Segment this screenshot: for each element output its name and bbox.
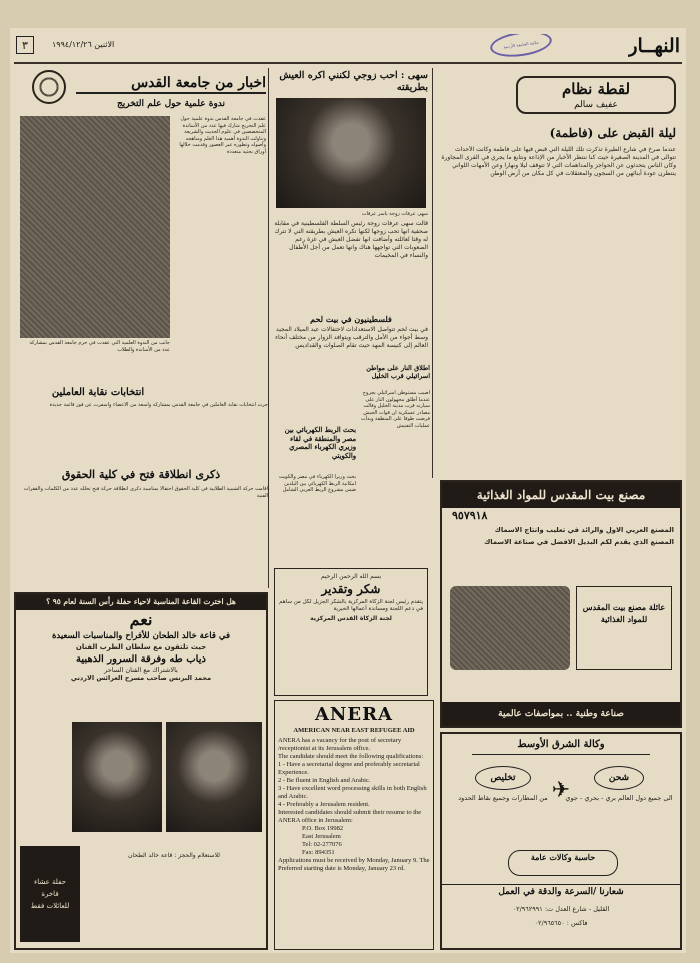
library-stamp <box>489 34 554 60</box>
fish-can-image <box>450 586 570 670</box>
travel-left-title: تخليص <box>475 766 531 790</box>
travel-left-block <box>448 766 558 840</box>
bethlehem-headline: فلسطينيون في بيت لحم <box>310 314 392 324</box>
elections-headline: انتخابات نقابة العاملين <box>51 387 145 398</box>
electricity-story <box>272 426 356 566</box>
shooting-body: أصيب مستوطن اسرائيلي بجروح عندما أطلق مجهولون النار على سيارته قرب مدينة الخليل وقالت مصادر عسكرية ان قوات الجيش فرضت طوقا على المنطقة وبدأت عمليات التفتيش <box>360 390 430 429</box>
electricity-body: بحث وزيرا الكهرباء في مصر والكويت امكانية الربط الكهربائي بين البلدين ضمن مشروع الربط العربي الشامل <box>278 474 356 493</box>
wedding-answer: نعم <box>129 610 153 629</box>
factory-brand: عائلة مصنع بيت المقدس للمواد الغذائية <box>576 586 672 670</box>
university-subhead: ندوة علمية حول علم التخريج <box>116 99 226 109</box>
suha-photo <box>276 98 426 208</box>
newspaper-page <box>10 28 686 953</box>
university-photo-caption: جانب من الندوة العلمية التي عقدت في حرم جامعة القدس بمشاركة عدد من الأساتذة والطلاب <box>29 340 170 353</box>
column-title-box <box>516 76 676 114</box>
university-body: عقدت في جامعة القدس ندوة علمية حول علم التخريج شارك فيها عدد من الأساتذة المتخصصين في علوم الحديث والشريعة وتناولت الندوة أهمية هذا العلم ومناهجه وأصوله وتطوره عبر العصور وقدمت خلالها أوراق بحثية متعددة <box>179 116 266 155</box>
thanks-body: يتقدم رئيس لجنة الزكاة المركزية بالشكر الجزيل لكل من ساهم في دعم اللجنة ومساندة أعمالها الخيرية <box>279 599 423 612</box>
anera-addr4: Fax: 894351 <box>302 849 335 856</box>
factory-slogan: صناعة وطنية .. بمواصفات عالمية <box>442 702 680 726</box>
singer-photo <box>166 722 262 832</box>
small-dinner-box <box>20 846 80 942</box>
rights-body: أقامت حركة الشبيبة الطلابية في كلية الحقوق احتفالا بمناسبة ذكرى انطلاقة حركة فتح تخلله عدد من الكلمات والفقرات الفنية <box>23 486 268 499</box>
elections-story <box>14 386 268 464</box>
travel-center: حاسبة وكالات عامة <box>508 850 618 876</box>
shooting-headline: اطلاق النار على مواطن اسرائيلي قرب الخليل <box>366 364 430 380</box>
opinion-column <box>436 72 682 474</box>
thanks-notice <box>274 568 428 696</box>
thanks-signature: لجنة الزكاة القدس المركزية <box>310 615 392 622</box>
rights-headline: ذكرى انطلاقة فتح في كلية الحقوق <box>61 468 221 481</box>
wedding-line3: بالاشتراك مع الفنان الساحر <box>104 666 178 674</box>
wedding-line4: محمد البرنس صاحب مسرح العرائس الاردني <box>70 674 212 682</box>
anera-q2: 2 - Be fluent in English and Arabic. <box>278 777 371 784</box>
dinner-text-1: حفلة عشاء <box>33 878 66 886</box>
page-number: ٣ <box>16 36 34 54</box>
masthead: النهــار <box>628 35 680 57</box>
anera-logo: ANERA <box>314 704 394 725</box>
anera-body3: Interested candidates should submit their resume to the ANERA office in Jerusalem: <box>278 809 422 824</box>
factory-item2: المصنع الذي يقدم لكم البديل الافضل في صناعة الاسماك <box>484 538 674 546</box>
elections-body: جرت انتخابات نقابة العاملين في جامعة القدس بمشاركة واسعة من الأعضاء وأسفرت عن فوز قائمة جديدة <box>49 402 268 408</box>
university-logo <box>32 70 66 104</box>
factory-item1: المصنع العربي الاول والرائد في تعليب وانتاج الاسماك <box>494 526 674 534</box>
anera-addr1: P.O. Box 19982 <box>302 825 344 832</box>
travel-contact2: فاكس : ٠٢/٩٦٥٦٥٠ <box>534 919 588 927</box>
anera-body2: The candidate should meet the following qualifications: <box>278 753 424 760</box>
anera-addr2: East Jerusalem <box>302 833 341 840</box>
column-headline: ليلة القبض على (فاطمة) <box>549 126 676 140</box>
electricity-headline: بحث الربط الكهربائي بين مصر والمنطقة في لقاء وزيري الكهرباء المصري والكويتي <box>284 426 356 460</box>
wedding-line1: حيث تلتقون مع سلطان الطرب الفنان <box>75 643 207 651</box>
plane-icon: ✈ <box>551 778 571 803</box>
factory-title: مصنع بيت المقدس للمواد الغذائية <box>442 482 680 508</box>
anera-q4: 4 - Preferably a Jerusalem resident. <box>278 801 370 808</box>
anera-ad <box>274 700 434 950</box>
suha-headline: سهى : احب زوجي لكنني اكره العيش بطريقته <box>279 70 428 93</box>
factory-phone: ٩٥٧٩١٨ <box>452 509 488 522</box>
travel-right-body: الى جميع دول العالم بري - بحري - جوي <box>565 794 673 802</box>
shooting-story <box>360 364 430 474</box>
university-headline: اخبار من جامعة القدس <box>76 74 266 94</box>
wedding-line2: ذياب طه وفرقة السرور الذهبية <box>76 654 206 665</box>
suha-body: قالت سهى عرفات زوجة رئيس السلطة الفلسطينية في مقابلة صحفية انها تحب زوجها لكنها تكره العيش بطريقته التي لا تترك له وقتا لعائلته وأضافت انها تفضل العيش في غزة رغم الصعوبات التي تواجهها هناك وانها تعمل من أجل الأطفال والنساء في المخيمات <box>274 220 428 259</box>
university-photo <box>20 116 170 338</box>
column-author: عفيف سالم <box>574 100 618 110</box>
anera-addr3: Tel: 02-277076 <box>302 841 342 848</box>
anera-footer: Applications must be received by Monday, January 9. The Preferred starting date is Monday, January 23 rd. <box>278 857 430 872</box>
travel-right-block <box>564 766 674 840</box>
university-story <box>14 68 268 384</box>
travel-agency-ad <box>440 732 682 950</box>
puppet-photo <box>72 722 162 832</box>
rights-story <box>14 468 268 586</box>
travel-right-title: شحن <box>594 766 644 790</box>
bethlehem-body: في بيت لحم تتواصل الاستعدادات لاحتفالات عيد الميلاد المجيد وسط أجواء من الأمل والترقب ويتوافد الزوار من مختلف أنحاء العالم إلى كنيسة المهد حيث تقام الصلوات والقداديس <box>275 326 428 349</box>
issue-date: الاثنين ١٩٩٤/١٢/٢٦ <box>52 40 115 49</box>
anera-body1: ANERA has a vacancy for the post of secretary /receptionist at its Jerusalem office. <box>278 737 402 752</box>
wedding-hall-ad <box>14 592 268 950</box>
travel-slogan: شعارنا /السرعة والدقة في العمل <box>442 884 680 899</box>
anera-org: AMERICAN NEAR EAST REFUGEE AID <box>293 727 415 734</box>
column-body: عندما صرخ في شارع الطيرة تذكرت تلك الليلة التي قبض فيها على فاطمة وكانت الأحداث تتوالى في المدينة الصغيرة حيث كنا ننتظر الأخبار من الإذاعة ونتابع ما يجري في القرى المجاورة وكان الناس يتحدثون عن الحواجز والمداهمات التي لا تتوقف ليلا ونهارا وعن الأمهات اللواتي ينتظرن عودة أبنائهن من السجون والمعتقلات في كل مكان من أرض الوطن <box>441 146 676 177</box>
anera-q1: 1 - Have a secretarial degree and preferably secretarial Experience. <box>278 761 420 776</box>
wedding-venue: في قاعة خالد الطحان للأفراح والمناسبات السعيدة <box>51 631 231 641</box>
basmala: بسم الله الرحمن الرحيم <box>320 573 382 580</box>
dinner-text-3: للعائلات فقط <box>30 902 70 910</box>
anera-q3: 3 - Have excellent word processing skills in both English and Arabic. <box>278 785 427 800</box>
page-header <box>10 34 686 60</box>
travel-left-body: من المطارات وجميع نقاط الحدود <box>458 794 548 802</box>
stamp-text: مكتبة الجامعة الأردنية <box>503 39 539 50</box>
travel-contact1: القليل - شارع العدل ت: ٠٢/٩٦٢٩٩١ <box>512 905 610 913</box>
suha-caption: سهى عرفات زوجة ياسر عرفات <box>361 211 428 217</box>
travel-title: وكالة الشرق الأوسط <box>472 736 650 755</box>
thanks-title: شكر وتقدير <box>321 582 381 596</box>
dinner-text-2: فاخرة <box>41 890 59 898</box>
wedding-footer: للاستعلام والحجز : قاعة خالد الطحان <box>128 852 220 859</box>
column-title: لقطة نظام <box>561 80 631 98</box>
wedding-top: هل اخترت القاعة المناسبة لاحياء حفلة رأس السنة لعام ٩٥ ؟ <box>16 594 266 610</box>
food-factory-ad <box>440 480 682 728</box>
